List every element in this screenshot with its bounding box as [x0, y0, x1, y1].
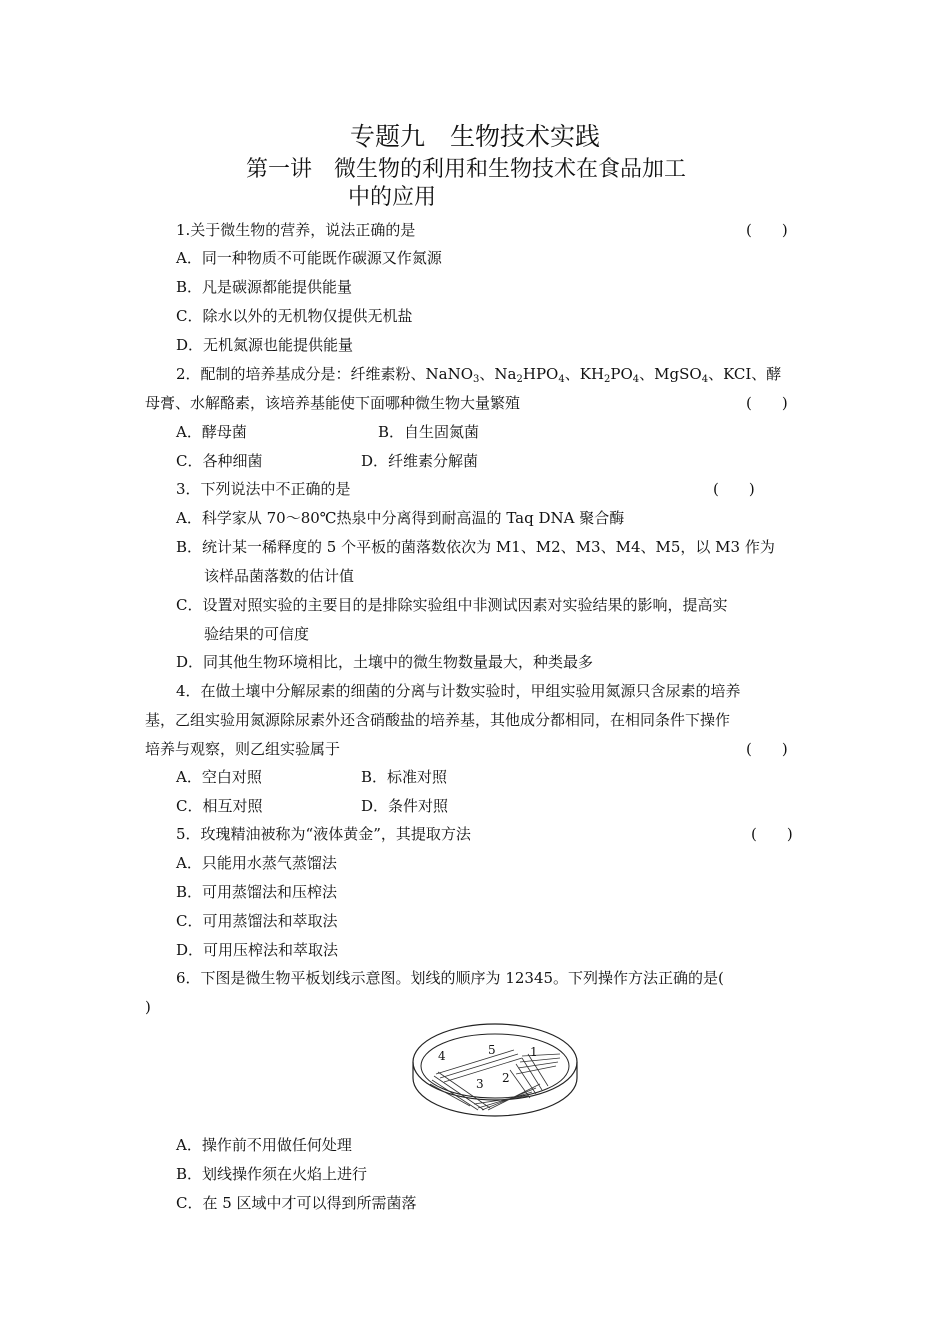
q1-option-b: B．凡是碳源都能提供能量 [176, 278, 353, 296]
subscript: 3 [473, 374, 480, 385]
q4-answer-paren: ( ) [746, 740, 788, 758]
q2-stem-line1 [176, 364, 781, 387]
section-title-line2: 中的应用 [348, 185, 437, 210]
q2-stem-part: 、KH [564, 365, 605, 383]
q5-option-a: A．只能用水蒸气蒸馏法 [176, 854, 337, 872]
q5-stem: 5．玫瑰精油被称为“液体黄金”，其提取方法 [176, 825, 471, 843]
figure-label-4: 4 [438, 1049, 446, 1063]
figure-label-2: 2 [502, 1071, 510, 1085]
page-title: 专题九 生物技术实践 [349, 122, 600, 151]
q4-option-b: B．标准对照 [361, 768, 448, 786]
q2-stem-part: PO [610, 365, 633, 383]
q5-option-b: B．可用蒸馏法和压榨法 [176, 883, 338, 901]
q2-answer-paren: ( ) [746, 394, 788, 412]
q2-stem-part: 、KCI、酵 [708, 365, 782, 383]
q3-option-b-line2: 该样品菌落数的估计值 [204, 567, 355, 585]
q2-stem-part: 2．配制的培养基成分是：纤维素粉、NaNO [176, 365, 474, 383]
q2-stem-part: 、MgSO [639, 365, 702, 383]
q2-option-d: D．纤维素分解菌 [361, 452, 479, 470]
q3-answer-paren: ( ) [713, 480, 755, 498]
q4-option-d: D．条件对照 [361, 797, 449, 815]
q2-stem-part: 、Na [479, 365, 517, 383]
q5-answer-paren: ( ) [751, 825, 793, 843]
q2-option-b: B．自生固氮菌 [378, 423, 480, 441]
q4-option-c: C．相互对照 [176, 797, 263, 815]
q2-option-a: A．酵母菌 [176, 423, 247, 441]
subscript: 2 [604, 374, 611, 385]
subscript: 4 [701, 374, 709, 385]
subscript: 4 [558, 374, 565, 385]
q3-option-a: A．科学家从 70～80℃热泉中分离得到耐高温的 Taq DNA 聚合酶 [176, 509, 625, 527]
q4-stem-line1: 4．在做土壤中分解尿素的细菌的分离与计数实验时，甲组实验用氮源只含尿素的培养 [176, 682, 741, 700]
q6-option-c: C．在 5 区域中才可以得到所需菌落 [176, 1194, 417, 1212]
petri-dish-streak-figure [410, 1014, 580, 1124]
q3-option-c-line2: 验结果的可信度 [204, 625, 310, 643]
q6-stem-line2: ) [145, 998, 151, 1016]
q3-stem: 3．下列说法中不正确的是 [176, 480, 351, 498]
subscript: 2 [516, 374, 523, 385]
q4-stem-line2: 基，乙组实验用氮源除尿素外还含硝酸盐的培养基，其他成分都相同，在相同条件下操作 [145, 711, 731, 729]
q1-stem: 1.关于微生物的营养，说法正确的是 [176, 221, 416, 239]
q3-option-b-line1: B．统计某一稀释度的 5 个平板的菌落数依次为 M1、M2、M3、M4、M5，以 M3 作为 [176, 538, 775, 556]
figure-label-3: 3 [476, 1077, 484, 1091]
q2-stem-part: HPO [522, 365, 559, 383]
figure-label-5: 5 [488, 1043, 496, 1057]
q4-option-a: A．空白对照 [176, 768, 262, 786]
q6-option-a: A．操作前不用做任何处理 [176, 1136, 352, 1154]
q3-option-d: D．同其他生物环境相比，土壤中的微生物数量最大，种类最多 [176, 653, 594, 671]
q1-option-a: A．同一种物质不可能既作碳源又作氮源 [176, 249, 442, 267]
q5-option-c: C．可用蒸馏法和萃取法 [176, 912, 338, 930]
q6-stem-line1: 6．下图是微生物平板划线示意图。划线的顺序为 12345。下列操作方法正确的是( [176, 969, 724, 987]
section-title-line1: 第一讲 微生物的利用和生物技术在食品加工 [246, 157, 687, 182]
q1-option-d: D．无机氮源也能提供能量 [176, 336, 354, 354]
q2-option-c: C．各种细菌 [176, 452, 263, 470]
figure-label-1: 1 [530, 1045, 538, 1059]
q2-stem-line2: 母膏、水解酪素，该培养基能使下面哪种微生物大量繁殖 [145, 394, 521, 412]
q4-stem-line3: 培养与观察，则乙组实验属于 [145, 740, 341, 758]
subscript: 4 [632, 374, 640, 385]
q3-option-c-line1: C．设置对照实验的主要目的是排除实验组中非测试因素对实验结果的影响，提高实 [176, 596, 728, 614]
q1-answer-paren: ( ) [746, 221, 788, 239]
q6-option-b: B．划线操作须在火焰上进行 [176, 1165, 368, 1183]
q5-option-d: D．可用压榨法和萃取法 [176, 941, 339, 959]
q1-option-c: C．除水以外的无机物仅提供无机盐 [176, 307, 413, 325]
